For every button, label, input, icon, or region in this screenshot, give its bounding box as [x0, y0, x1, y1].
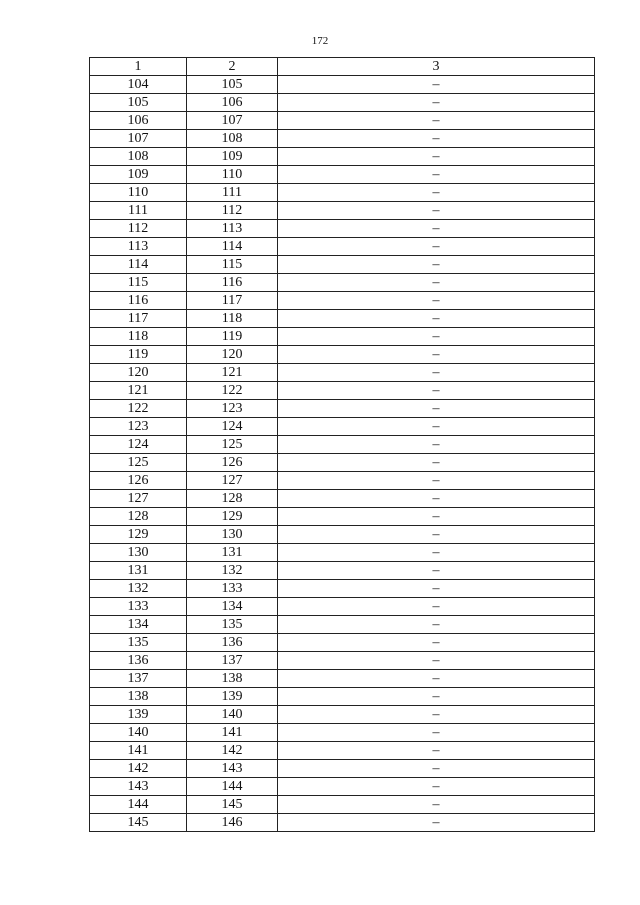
- table-cell: 106: [187, 94, 278, 112]
- table-cell: –: [278, 346, 595, 364]
- table-cell: –: [278, 382, 595, 400]
- table-cell: 124: [187, 418, 278, 436]
- table-row: [90, 616, 595, 634]
- table-row: [90, 364, 595, 382]
- table-cell: 141: [187, 724, 278, 742]
- table-cell: 121: [187, 364, 278, 382]
- table-row: [90, 454, 595, 472]
- table-cell: 125: [90, 454, 187, 472]
- table-cell: 120: [187, 346, 278, 364]
- table-cell: 125: [187, 436, 278, 454]
- table-cell: –: [278, 616, 595, 634]
- table-row: [90, 526, 595, 544]
- table-row: [90, 706, 595, 724]
- table-cell: 119: [187, 328, 278, 346]
- table-row: [90, 274, 595, 292]
- table-cell: 112: [187, 202, 278, 220]
- table-row: [90, 778, 595, 796]
- table-row: [90, 202, 595, 220]
- table-cell: –: [278, 562, 595, 580]
- table-cell: –: [278, 202, 595, 220]
- data-table: [89, 57, 595, 832]
- table-row: [90, 184, 595, 202]
- table-cell: 134: [187, 598, 278, 616]
- table-cell: 122: [90, 400, 187, 418]
- table-cell: –: [278, 760, 595, 778]
- table-cell: 109: [187, 148, 278, 166]
- table-row: [90, 220, 595, 238]
- table-cell: 140: [90, 724, 187, 742]
- table-cell: 127: [187, 472, 278, 490]
- table-cell: –: [278, 112, 595, 130]
- table-row: [90, 562, 595, 580]
- table-cell: –: [278, 544, 595, 562]
- table-cell: 110: [90, 184, 187, 202]
- table-cell: –: [278, 454, 595, 472]
- table-cell: 109: [90, 166, 187, 184]
- table-cell: –: [278, 310, 595, 328]
- table-cell: 117: [187, 292, 278, 310]
- table-row: [90, 490, 595, 508]
- table-cell: 145: [90, 814, 187, 832]
- table-cell: 126: [187, 454, 278, 472]
- table-cell: –: [278, 130, 595, 148]
- table-cell: 108: [90, 148, 187, 166]
- table-cell: –: [278, 418, 595, 436]
- table-cell: 118: [187, 310, 278, 328]
- table-cell: 144: [187, 778, 278, 796]
- table-cell: 135: [187, 616, 278, 634]
- table-cell: –: [278, 148, 595, 166]
- table-cell: –: [278, 364, 595, 382]
- table-row: [90, 400, 595, 418]
- table-cell: 137: [90, 670, 187, 688]
- table-cell: 141: [90, 742, 187, 760]
- table-cell: 111: [187, 184, 278, 202]
- table-cell: 136: [90, 652, 187, 670]
- table-row: [90, 670, 595, 688]
- table-row: [90, 256, 595, 274]
- table-cell: 130: [187, 526, 278, 544]
- table-row: [90, 166, 595, 184]
- table-cell: –: [278, 94, 595, 112]
- table-header-row: [90, 58, 595, 76]
- table-cell: 121: [90, 382, 187, 400]
- table-cell: –: [278, 796, 595, 814]
- table-row: [90, 292, 595, 310]
- table-cell: 142: [187, 742, 278, 760]
- table-row: [90, 544, 595, 562]
- table-cell: 138: [90, 688, 187, 706]
- table-cell: –: [278, 688, 595, 706]
- table-cell: 132: [187, 562, 278, 580]
- table-cell: 128: [187, 490, 278, 508]
- table-cell: 131: [187, 544, 278, 562]
- table-cell: –: [278, 634, 595, 652]
- table-cell: 144: [90, 796, 187, 814]
- table-row: [90, 688, 595, 706]
- table-cell: 118: [90, 328, 187, 346]
- table-row: [90, 814, 595, 832]
- table-row: [90, 328, 595, 346]
- table-cell: –: [278, 490, 595, 508]
- table-row: [90, 634, 595, 652]
- table-cell: 143: [90, 778, 187, 796]
- table-row: [90, 346, 595, 364]
- table-cell: 113: [90, 238, 187, 256]
- table-row: [90, 796, 595, 814]
- table-cell: –: [278, 814, 595, 832]
- table-row: [90, 382, 595, 400]
- table-row: [90, 508, 595, 526]
- table-cell: 142: [90, 760, 187, 778]
- table-cell: 105: [187, 76, 278, 94]
- table-cell: 124: [90, 436, 187, 454]
- table-row: [90, 112, 595, 130]
- table-row: [90, 418, 595, 436]
- table-cell: 114: [90, 256, 187, 274]
- table-row: [90, 724, 595, 742]
- table-row: [90, 760, 595, 778]
- table-cell: 139: [187, 688, 278, 706]
- table-cell: 129: [187, 508, 278, 526]
- table-cell: –: [278, 598, 595, 616]
- table-cell: 111: [90, 202, 187, 220]
- table-row: [90, 310, 595, 328]
- table-cell: 143: [187, 760, 278, 778]
- table-cell: –: [278, 274, 595, 292]
- table-cell: 115: [90, 274, 187, 292]
- table-cell: 114: [187, 238, 278, 256]
- table-cell: 133: [187, 580, 278, 598]
- table-row: [90, 148, 595, 166]
- table-cell: 128: [90, 508, 187, 526]
- table-cell: –: [278, 706, 595, 724]
- table-cell: –: [278, 292, 595, 310]
- table-cell: –: [278, 652, 595, 670]
- table-cell: 146: [187, 814, 278, 832]
- table-cell: –: [278, 508, 595, 526]
- table-cell: 133: [90, 598, 187, 616]
- table-row: [90, 652, 595, 670]
- table-cell: 140: [187, 706, 278, 724]
- table-row: [90, 238, 595, 256]
- table-cell: –: [278, 328, 595, 346]
- column-header: 1: [90, 58, 187, 76]
- table-cell: 145: [187, 796, 278, 814]
- table-cell: –: [278, 166, 595, 184]
- table-cell: 127: [90, 490, 187, 508]
- table-cell: –: [278, 778, 595, 796]
- table-cell: –: [278, 76, 595, 94]
- table-cell: –: [278, 580, 595, 598]
- table-cell: 122: [187, 382, 278, 400]
- table-cell: 106: [90, 112, 187, 130]
- column-header: 2: [187, 58, 278, 76]
- table-cell: 123: [90, 418, 187, 436]
- table-cell: 130: [90, 544, 187, 562]
- table-cell: 138: [187, 670, 278, 688]
- table-cell: 117: [90, 310, 187, 328]
- table-cell: –: [278, 436, 595, 454]
- table-cell: 105: [90, 94, 187, 112]
- table-cell: 131: [90, 562, 187, 580]
- table-row: [90, 436, 595, 454]
- table-row: [90, 94, 595, 112]
- table-cell: 107: [187, 112, 278, 130]
- table-cell: 104: [90, 76, 187, 94]
- table-row: [90, 580, 595, 598]
- table-cell: –: [278, 526, 595, 544]
- table-cell: 116: [90, 292, 187, 310]
- table-cell: 139: [90, 706, 187, 724]
- table-row: [90, 472, 595, 490]
- table-row: [90, 598, 595, 616]
- table-cell: 137: [187, 652, 278, 670]
- table-cell: 132: [90, 580, 187, 598]
- table-cell: –: [278, 256, 595, 274]
- table-row: [90, 76, 595, 94]
- table-cell: –: [278, 184, 595, 202]
- table-cell: 120: [90, 364, 187, 382]
- table-cell: 136: [187, 634, 278, 652]
- table-cell: 108: [187, 130, 278, 148]
- table-cell: 129: [90, 526, 187, 544]
- table-cell: 119: [90, 346, 187, 364]
- table-cell: 135: [90, 634, 187, 652]
- column-header: 3: [278, 58, 595, 76]
- table-row: [90, 742, 595, 760]
- page-number: 172: [311, 35, 329, 47]
- table-cell: 134: [90, 616, 187, 634]
- table-cell: 116: [187, 274, 278, 292]
- table-body: [90, 76, 595, 832]
- table-cell: 115: [187, 256, 278, 274]
- table-cell: 110: [187, 166, 278, 184]
- table-cell: –: [278, 670, 595, 688]
- table-cell: 123: [187, 400, 278, 418]
- table-row: [90, 130, 595, 148]
- table-cell: 112: [90, 220, 187, 238]
- table-cell: –: [278, 220, 595, 238]
- table-cell: –: [278, 400, 595, 418]
- table-cell: 126: [90, 472, 187, 490]
- table-cell: –: [278, 724, 595, 742]
- table-cell: –: [278, 238, 595, 256]
- table-cell: 107: [90, 130, 187, 148]
- table-cell: 113: [187, 220, 278, 238]
- table-cell: –: [278, 742, 595, 760]
- table-cell: –: [278, 472, 595, 490]
